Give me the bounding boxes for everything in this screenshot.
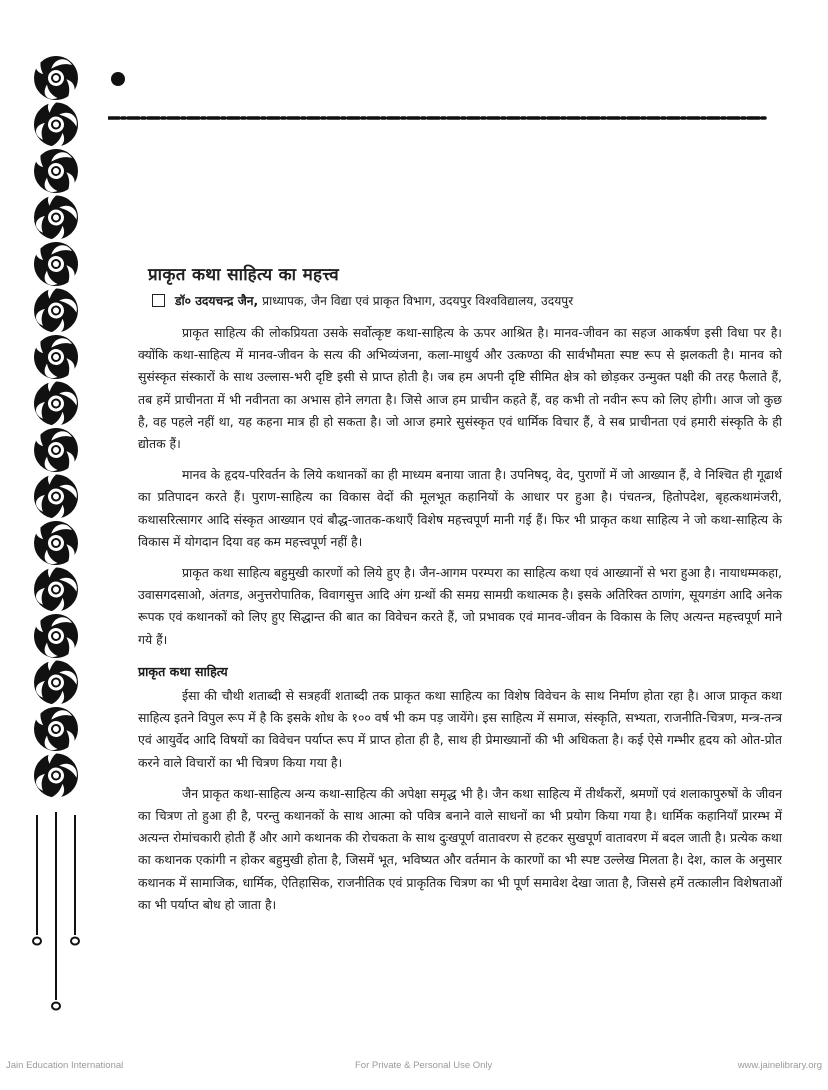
paragraph: प्राकृत साहित्य की लोकप्रियता उसके सर्वोत्कृष्ट कथा-साहित्य के ऊपर आश्रित है। मानव-जीवन का सहज आकर्षण इसी विधा पर है। क्योंकि कथा-साहित्य में मानव-जीवन के सत्य की अभिव्यंजना, कला-माधुर्य और उत्कण्ठा की सार्वभौमता स्पष्ट रूप से झलकती है। मानव को सुसंस्कृत संस्कारों के साथ उल्लास-भरी दृष्टि इसी से प्राप्त होती है। जब हम अपनी दृष्टि सीमित क्षेत्र को छोड़कर उन्मुक्त पक्षी की तरह फैलाते हैं, तब हमें प्राचीनता में भी नवीनता का अभास होने लगता है। जिसे आज हम प्राचीन कहते हैं, वह कभी तो नवीन रूप को लिए होगी। आज जो कुछ है, वह पहले नहीं था, यह कहना मात्र ही हो सकता है। जो आज हमारे सुसंस्कृत एवं धार्मिक विचार हैं, वे सब प्राचीनता एवं हमारी संस्कृति के ही द्योतक हैं। [138, 325, 782, 452]
bullet-dot-icon [111, 72, 125, 86]
author-affiliation: प्राध्यापक, जैन विद्या एवं प्राकृत विभाग, उदयपुर विश्वविद्यालय, उदयपुर [262, 294, 574, 308]
section-heading: प्राकृत कथा साहित्य [138, 663, 228, 679]
page-footer [0, 1060, 828, 1074]
footer-usage-note: For Private & Personal Use Only [355, 1060, 493, 1071]
paragraph: जैन प्राकृत कथा-साहित्य अन्य कथा-साहित्य की अपेक्षा समृद्ध भी है। जैन कथा साहित्य में तीर्थंकरों, श्रमणों एवं शलाकापुरुषों के जीवन का चित्रण तो हुआ ही है, परन्तु कथानकों के साथ आत्मा को पवित्र बनाने वाले साधनों का भी प्रयोग किया गया है। धार्मिक कहानियाँ प्रारम्भ में अत्यन्त रोमांचकारी होती हैं और आगे कथानक की रोचकता के साथ दुःखपूर्ण वातावरण से हटकर सुखपूर्ण वातावरण में बदल जाती है। प्रत्येक कथा का कथानक एकांगी न होकर बहुमुखी होता है, जिसमें भूत, भविष्यत और वर्तमान के कारणों का भी स्पष्ट उल्लेख मिलता है। देश, काल के अनुसार कथानक में सामाजिक, धार्मिक, ऐतिहासिक, राजनीतिक एवं प्राकृतिक चित्रण का भी पूर्ण समावेश देखा जाता है, जिससे हमें तत्कालीन विशेषताओं का भी पर्याप्त बोध हो जाता है। [138, 785, 782, 912]
paragraph: प्राकृत कथा साहित्य बहुमुखी कारणों को लिये हुए है। जैन-आगम परम्परा का साहित्य कथा एवं आख्यानों से भरा हुआ है। नायाधम्मकहा, उवासगदसाओ, अंतगड, अनुत्तरोपातिक, विवागसुत्त आदि अंग ग्रन्थों की समग्र सामग्री कथात्मक है। इसके अतिरिक्त ठाणांग, सूयगडंग आदि अनेक रूपक एवं कथानकों को लिए हुए सिद्धान्त की बात का विवेचन करते हैं, जो प्रभावक एवं मानव-जीवन के विकास के लिए अत्यन्त महत्त्वपूर्ण माने गये हैं। [138, 565, 782, 647]
footer-website-link[interactable]: www.jainelibrary.org [737, 1060, 822, 1071]
author-name: डॉ० उदयचन्द्र जैन, [175, 294, 259, 308]
decorative-border [0, 0, 100, 1086]
paisley-border-icon [0, 0, 100, 1086]
checkbox-square-icon [152, 294, 165, 307]
dashed-rule [108, 114, 768, 122]
byline [152, 292, 573, 309]
paragraph: मानव के हृदय-परिवर्तन के लिये कथानकों का ही माध्यम बनाया जाता है। उपनिषद्, वेद, पुराणों में जो आख्यान हैं, वे निश्चित ही गूढार्थ का प्रतिपादन करते हैं। पुराण-साहित्य का विकास वेदों की मूलभूत कहानियों के आधार पर हुआ है। पंचतन्त्र, हितोपदेश, बृहत्कथामंजरी, कथासरित्सागर आदि संस्कृत आख्यान एवं बौद्ध-जातक-कथाएँ विशेष महत्त्वपूर्ण मानी गई हैं। फिर भी प्राकृत कथा साहित्य ने जो कथा-साहित्य के विकास में योगदान दिया वह कम महत्त्वपूर्ण नहीं है। [138, 467, 782, 549]
footer-publisher: Jain Education International [6, 1060, 124, 1071]
paragraph: ईसा की चौथी शताब्दी से सत्रहवीं शताब्दी तक प्राकृत कथा साहित्य का विशेष विवेचन के साथ निर्माण होता रहा है। आज प्राकृत कथा साहित्य इतने विपुल रूप में है कि इसके शोध के १०० वर्ष भी कम पड़ जायेंगे। इस साहित्य में समाज, संस्कृति, सभ्यता, राजनीति-चित्रण, मन्त्र-तन्त्र एवं आयुर्वेद आदि विषयों का विवेचन पर्याप्त रूप में प्राप्त होता ही है, साथ ही प्रेमाख्यानों की भी अधिकता है। कई ऐसे गम्भीर हृदय को ओत-प्रोत करने वाले विचारों का भी चित्रण किया गया है। [138, 688, 782, 770]
article-body [138, 322, 782, 925]
article-title: प्राकृत कथा साहित्य का महत्त्व [148, 265, 339, 285]
